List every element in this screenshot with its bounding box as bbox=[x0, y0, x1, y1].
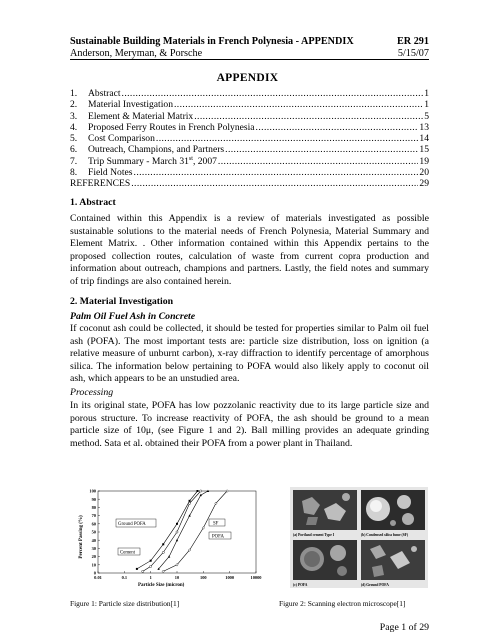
toc-leader-dots bbox=[218, 156, 418, 167]
document-title: Sustainable Building Materials in French Polynesia - APPENDIX bbox=[70, 36, 354, 47]
chart-point bbox=[188, 502, 190, 504]
toc-entry-page: 20 bbox=[419, 167, 429, 179]
figure2-caption: Figure 2: Scanning electron microscope[1] bbox=[279, 599, 406, 608]
toc-leader-dots bbox=[194, 111, 423, 122]
sem-panel-b-label: (b) Condensed silica fume (SF) bbox=[361, 533, 409, 537]
document-date: 5/15/07 bbox=[397, 48, 429, 59]
toc-entry-title: Abstract bbox=[88, 88, 121, 99]
chart-point bbox=[150, 565, 152, 567]
toc-entry-page: 19 bbox=[419, 155, 429, 167]
header-divider bbox=[70, 59, 429, 60]
chart-x-tick-label: 10 bbox=[174, 575, 180, 580]
chart-point bbox=[136, 568, 138, 570]
sem-panel-c-label: (c) POFA bbox=[293, 583, 308, 587]
chart-y-tick-label: 30 bbox=[91, 546, 96, 551]
toc-leader-dots bbox=[134, 167, 419, 178]
chart-y-tick-label: 40 bbox=[91, 537, 96, 543]
toc-entry[interactable] bbox=[70, 178, 429, 189]
chart-x-tick-label: 0.1 bbox=[121, 575, 128, 580]
toc-entry[interactable] bbox=[70, 156, 429, 167]
toc-entry-number: 3. bbox=[70, 110, 78, 122]
sem-image-grid bbox=[290, 487, 428, 588]
chart-x-tick-label: 0.01 bbox=[94, 575, 102, 580]
appendix-title: APPENDIX bbox=[216, 72, 279, 84]
chart-series-line-0 bbox=[137, 491, 198, 569]
toc-leader-dots bbox=[156, 133, 419, 144]
figure1-caption: Figure 1: Particle size distribution[1] bbox=[70, 599, 180, 608]
toc-entry-page: 1 bbox=[424, 99, 429, 111]
chart-point bbox=[142, 570, 144, 572]
toc-entry-number: 4. bbox=[70, 121, 78, 133]
processing-paragraph: In its original state, POFA has low pozzolanic reactivity due to its large particle size and porous structure. To increase reactivity of POFA, the ash should be ground to a mean particle size of 10μ, (see Figure 1 and 2). Ball milling provides an adequate grinding method. Sata et al. obtained their POFA from a power plant in Thailand. bbox=[70, 400, 429, 449]
pofa-paragraph: If coconut ash could be collected, it should be tested for properties similar to Palm oil fuel ash (POFA). The most important tests are: particle size distribution, loss on ignition (a relative measure of unburnt carbon), x-ray diffraction to identify percentage of amorphous silica. The information below pertaining to POFA would also likely apply to coconut oil ash, which appears to be an unstudied area. bbox=[70, 323, 429, 385]
chart-point bbox=[176, 523, 178, 525]
toc-entry-number: 2. bbox=[70, 99, 78, 111]
ground-pofa-label: Ground POFA bbox=[118, 522, 146, 527]
toc-entry-page: 5 bbox=[424, 110, 429, 122]
toc-entry-title: Trip Summary - March 31st, 2007 bbox=[88, 155, 217, 167]
toc-leader-dots bbox=[256, 122, 419, 133]
sem-panel-d bbox=[361, 540, 425, 580]
authors: Anderson, Meryman, & Porsche bbox=[70, 48, 203, 59]
chart-point bbox=[162, 551, 164, 553]
toc-entry[interactable] bbox=[70, 88, 429, 99]
chart-point bbox=[189, 500, 191, 502]
sem-panel-b bbox=[361, 490, 425, 530]
toc-entry[interactable] bbox=[70, 167, 429, 178]
toc-leader-dots bbox=[131, 178, 418, 189]
cement-label: Cement bbox=[120, 550, 135, 556]
toc-entry[interactable] bbox=[70, 111, 429, 122]
particle-size-chart bbox=[78, 487, 262, 587]
section-heading-abstract: 1. Abstract bbox=[70, 197, 116, 208]
chart-y-tick-label: 70 bbox=[91, 513, 96, 519]
toc-entry-number: 1. bbox=[70, 88, 78, 99]
chart-y-tick-label: 20 bbox=[91, 554, 96, 560]
chart-point bbox=[162, 543, 164, 545]
chart-y-tick-label: 50 bbox=[91, 529, 96, 535]
toc-entry-title: REFERENCES bbox=[70, 178, 131, 190]
page-number: Page 1 of 29 bbox=[379, 622, 429, 633]
toc-entry-number: 7. bbox=[70, 155, 78, 167]
chart-x-axis-label: Particle Size (micron) bbox=[138, 583, 185, 587]
chart-x-tick-label: 1 bbox=[149, 575, 152, 580]
sem-panel-a bbox=[293, 490, 357, 530]
pofa-label: POFA bbox=[212, 534, 224, 540]
toc-entry-number: 8. bbox=[70, 167, 78, 179]
course-code: ER 291 bbox=[397, 36, 429, 47]
toc-entry-title: Material Investigation bbox=[88, 99, 173, 111]
chart-point bbox=[176, 539, 178, 541]
toc-entry[interactable] bbox=[70, 144, 429, 155]
toc-leader-dots bbox=[174, 99, 423, 110]
chart-x-tick-label: 1000 bbox=[225, 575, 235, 580]
toc-entry-page: 29 bbox=[419, 178, 429, 190]
toc-entry-title: Element & Material Matrix bbox=[88, 110, 194, 122]
sem-panel-a-label: (a) Portland cement Type I bbox=[293, 533, 335, 537]
section-heading-material-investigation: 2. Material Investigation bbox=[70, 296, 174, 307]
chart-y-tick-label: 80 bbox=[91, 505, 96, 510]
chart-point bbox=[196, 490, 198, 492]
chart-y-tick-label: 0 bbox=[93, 570, 96, 576]
sem-panel-d-label: (d) Ground POFA bbox=[361, 583, 389, 587]
toc-entry-page: 15 bbox=[419, 144, 429, 156]
toc-entry[interactable] bbox=[70, 99, 429, 110]
toc-entry-title: Outreach, Champions, and Partners bbox=[88, 144, 225, 156]
chart-y-axis-label: Percent Passing (%) bbox=[79, 515, 84, 559]
chart-x-tick-label: 100 bbox=[200, 575, 207, 580]
sf-label: SF bbox=[213, 521, 219, 527]
toc-leader-dots bbox=[122, 88, 424, 99]
sem-panel-c bbox=[293, 540, 357, 580]
toc-leader-dots bbox=[225, 144, 418, 155]
chart-series-line-3 bbox=[163, 491, 227, 571]
toc-entry-title: Cost Comparison bbox=[88, 133, 155, 145]
subheading-pofa: Palm Oil Fuel Ash in Concrete bbox=[70, 311, 196, 322]
chart-x-tick-label: 10000 bbox=[250, 575, 262, 580]
abstract-paragraph: Contained within this Appendix is a review of materials investigated as possible sustainable solutions to the material needs of French Polynesia, Material Summary and Element Matrix. . Other information contained within this Appendix pertains to the proposed collection routes, calculation of waste from current copra production and information about outreach, champions and partners. Lastly, the field notes and summary of trip findings are also contained herein. bbox=[70, 213, 429, 287]
table-of-contents bbox=[70, 88, 429, 190]
subheading-processing: Processing bbox=[70, 387, 114, 398]
chart-point bbox=[176, 531, 178, 533]
toc-entry-number: 6. bbox=[70, 144, 78, 156]
chart-y-tick-label: 100 bbox=[89, 488, 96, 494]
chart-y-tick-label: 60 bbox=[91, 521, 96, 527]
toc-entry-title: Proposed Ferry Routes in French Polynesia bbox=[88, 121, 255, 133]
chart-point bbox=[168, 555, 170, 557]
toc-entry-page: 1 bbox=[424, 88, 429, 99]
chart-point bbox=[162, 570, 164, 573]
chart-point bbox=[150, 560, 152, 562]
toc-entry-page: 13 bbox=[419, 121, 429, 133]
chart-y-tick-label: 10 bbox=[91, 562, 96, 568]
toc-entry-number: 5. bbox=[70, 133, 78, 145]
chart-y-tick-label: 90 bbox=[91, 496, 96, 502]
page-header bbox=[70, 36, 429, 60]
toc-entry-page: 14 bbox=[419, 133, 429, 145]
toc-entry[interactable] bbox=[70, 133, 429, 144]
toc-entry[interactable] bbox=[70, 122, 429, 133]
chart-point bbox=[200, 490, 202, 492]
toc-entry-title: Field Notes bbox=[88, 167, 133, 179]
